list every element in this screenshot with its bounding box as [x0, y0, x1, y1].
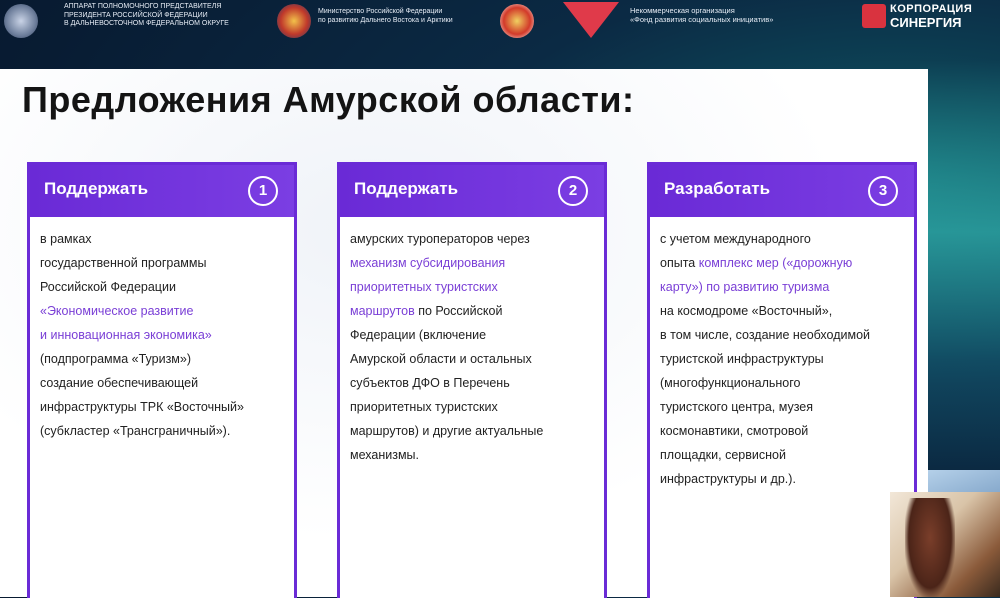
card-number-badge: 2 [558, 176, 588, 206]
card-text-line: площадки, сервисной [660, 448, 786, 462]
logo-text-line: ПРЕЗИДЕНТА РОССИЙСКОЙ ФЕДЕРАЦИИ [64, 11, 208, 19]
card-text-line: (многофункционального [660, 376, 801, 390]
card-text-line: маршрутов) и другие актуальные [350, 424, 544, 438]
proposal-card-2 [337, 162, 607, 598]
logo-synergy [890, 3, 972, 29]
card-text-line: туристского центра, музея [660, 400, 814, 414]
card-text-line: космонавтики, смотровой [660, 424, 809, 438]
card-title: Поддержать [354, 179, 459, 198]
card-body [30, 217, 294, 443]
card-title: Разработать [664, 179, 771, 198]
card-text-line: (подпрограмма «Туризм») [40, 352, 192, 366]
logo-plenipotentiary [64, 3, 229, 29]
logo-text-line: «Фонд развития социальных инициатив» [630, 14, 774, 24]
card-text-line: Российской Федерации [40, 280, 176, 294]
regional-emblem-icon [500, 4, 534, 38]
proposal-card-3 [647, 162, 917, 598]
russian-emblem-icon [4, 4, 38, 38]
card-header [340, 165, 604, 217]
card-text-line: с учетом международного [660, 232, 811, 246]
foundation-logo-icon [563, 2, 619, 38]
card-header [30, 165, 294, 217]
card-text-line: (субкластер «Трансграничный»). [40, 424, 231, 438]
card-text-highlight: комплекс мер («дорожную [698, 256, 853, 270]
card-body [340, 217, 604, 467]
presentation-slide [0, 69, 928, 597]
logo-text-line: КОРПОРАЦИЯ [890, 3, 973, 15]
card-text-line [350, 299, 594, 323]
card-text-line: инфраструктуры ТРК «Восточный» [40, 400, 244, 414]
synergy-logo-icon [862, 4, 886, 28]
card-text-line: амурских туроператоров через [350, 232, 530, 246]
card-text-line: субъектов ДФО в Перечень [350, 376, 510, 390]
card-text-line: Федерации (включение [350, 328, 487, 342]
card-text-line: в том числе, создание необходимой [660, 328, 871, 342]
logo-text-line: АППАРАТ ПОЛНОМОЧНОГО ПРЕДСТАВИТЕЛЯ [64, 3, 222, 10]
card-text-line: Амурской области и остальных [350, 352, 532, 366]
logo-text-line: В ДАЛЬНЕВОСТОЧНОМ ФЕДЕРАЛЬНОМ ОКРУГЕ [64, 20, 229, 27]
logo-text-line: СИНЕРГИЯ [890, 15, 962, 30]
logo-text-line: по развитию Дальнего Востока и Арктики [318, 16, 453, 24]
card-text-line: и инновационная экономика» [40, 328, 212, 342]
aurora-background [920, 60, 1000, 490]
logo-foundation [630, 7, 773, 24]
partners-logo-bar [0, 0, 1000, 48]
card-text-line: государственной программы [40, 256, 207, 270]
card-text-line: механизм субсидирования [350, 256, 506, 270]
card-text-line: приоритетных туристских [350, 400, 498, 414]
card-text-line: туристской инфраструктуры [660, 352, 824, 366]
card-number-badge: 1 [248, 176, 278, 206]
card-text-plain: по Российской [414, 304, 503, 318]
card-text-line: в рамках [40, 232, 92, 246]
card-text-line: на космодроме «Восточный», [660, 304, 833, 318]
card-title: Поддержать [44, 179, 149, 198]
logo-ministry [318, 8, 453, 25]
card-text-line: создание обеспечивающей [40, 376, 199, 390]
card-body [650, 217, 914, 491]
card-text-line: «Экономическое развитие [40, 304, 194, 318]
card-text-line: инфраструктуры и др.). [660, 472, 796, 486]
ministry-emblem-icon [277, 4, 311, 38]
slide-title: Предложения Амурской области: [22, 79, 635, 120]
card-text-line: механизмы. [350, 448, 420, 462]
card-text-line: карту») по развитию туризма [660, 280, 830, 294]
speaker-silhouette [905, 498, 955, 597]
card-text-highlight: маршрутов [350, 304, 415, 318]
card-text-plain: опыта [660, 256, 699, 270]
card-text-line: приоритетных туристских [350, 280, 498, 294]
card-number-badge: 3 [868, 176, 898, 206]
logo-text-line: Министерство Российской Федерации [318, 8, 443, 15]
proposal-card-1 [27, 162, 297, 598]
card-header [650, 165, 914, 217]
logo-text-line: Некоммерческая организация [630, 6, 735, 15]
card-text-line [660, 251, 904, 275]
